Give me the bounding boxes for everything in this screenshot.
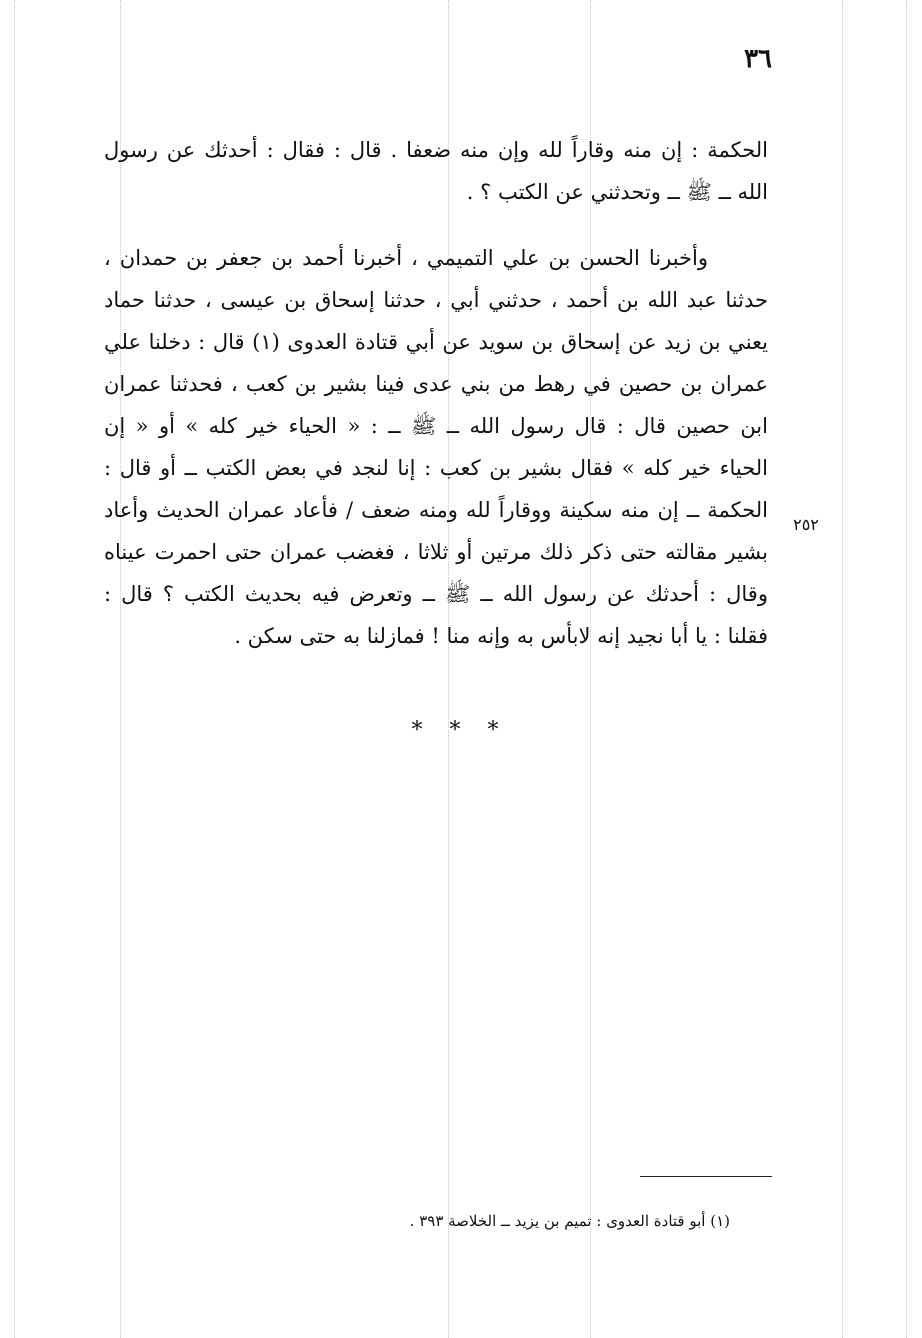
text-line: الحياء خير كله » فقال بشير بن كعب : إنا لنجد في بعض الكتب ــ أو قال : <box>104 456 768 480</box>
paragraph-continuation <box>104 129 768 213</box>
paragraph-hadith <box>104 237 768 657</box>
footnote-divider <box>640 1176 772 1177</box>
margin-reference-number: ٢٥٢ <box>793 515 819 534</box>
text-line: الحكمة : إن منه وقاراً لله وإن منه ضعفا . قال : فقال : أحدثك عن رسول <box>104 138 768 162</box>
scan-guide-line <box>906 0 907 1338</box>
text-line: ابن حصين قال : قال رسول الله ــ ﷺ ــ : « الحياء خير كله » أو « إن <box>104 414 768 438</box>
text-line: عمران بن حصين في رهط من بني عدى فينا بشير بن كعب ، فحدثنا عمران <box>104 372 768 396</box>
text-line: بشير مقالته حتى ذكر ذلك مرتين أو ثلاثا ، فغضب عمران حتى احمرت عيناه <box>104 540 768 564</box>
section-separator: * * * <box>411 718 509 743</box>
text-line: وأخبرنا الحسن بن علي التميمي ، أخبرنا أحمد بن جعفر بن حمدان ، <box>104 246 708 270</box>
page-number: ٣٦ <box>744 44 772 74</box>
text-line: وقال : أحدثك عن رسول الله ــ ﷺ ــ وتعرض فيه بحديث الكتب ؟ قال : <box>104 582 768 606</box>
text-line: الله ــ ﷺ ــ وتحدثني عن الكتب ؟ . <box>466 180 768 204</box>
text-line: حدثنا عبد الله بن أحمد ، حدثني أبي ، حدثنا إسحاق بن عيسى ، حدثنا حماد <box>104 288 768 312</box>
text-line: الحكمة ــ إن منه سكينة ووقاراً لله ومنه ضعف / فأعاد عمران الحديث وأعاد <box>104 498 768 522</box>
scan-guide-line <box>842 0 843 1338</box>
text-line: فقلنا : يا أبا نجيد إنه لابأس به وإنه منا ! فمازلنا به حتى سكن . <box>234 624 768 648</box>
footnote: (١) أبو قتادة العدوى : تميم بن يزيد ــ الخلاصة ٣٩٣ . <box>409 1212 730 1230</box>
scan-guide-line <box>14 0 15 1338</box>
text-line: يعني بن زيد عن إسحاق بن سويد عن أبي قتادة العدوى (١) قال : دخلنا علي <box>104 330 768 354</box>
